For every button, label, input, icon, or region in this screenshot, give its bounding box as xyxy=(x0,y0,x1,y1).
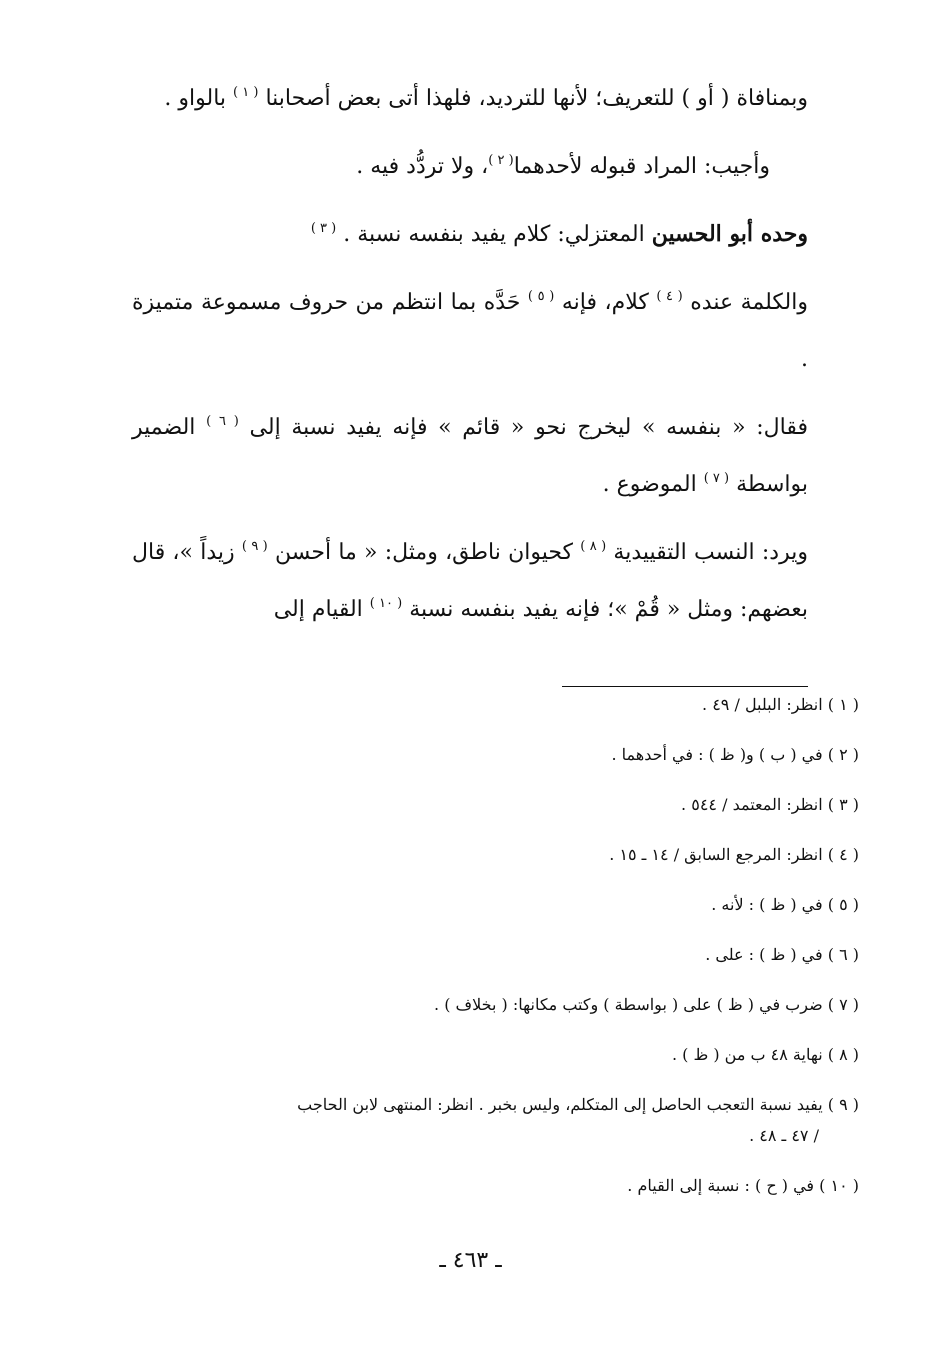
text: القيام إلى xyxy=(273,597,363,622)
footnotes xyxy=(140,692,859,1223)
text: ، ولا تردُّد فيه . xyxy=(356,154,489,179)
text: بالواو . xyxy=(164,86,227,111)
footnote-separator xyxy=(562,686,808,687)
footnote-9-continuation xyxy=(140,1123,859,1148)
text: وبمنافاة ( أو ) للتعريف؛ لأنها للترديد، فلهذا أتى بعض أصحابنا xyxy=(265,86,808,111)
footnote-1: ( ١ ) انظر: البلبل / ٤٩ . xyxy=(702,695,859,714)
text: فقال: « بنفسه » ليخرج نحو « قائم » فإنه يفيد نسبة إلى xyxy=(249,415,808,440)
text: حَدَّه بما انتظم من حروف مسموعة متميزة . xyxy=(132,290,808,372)
footnote-ref-10: ( ١٠ ) xyxy=(369,596,403,611)
text: الموضوع . xyxy=(602,472,697,497)
footnote-ref-6: ( ٦ ) xyxy=(206,414,239,429)
footnote-9-pages: / ٤٧ ـ ٤٨ . xyxy=(749,1126,819,1145)
footnote-ref-3: ( ٣ ) xyxy=(310,221,337,236)
text: كحيوان ناطق، ومثل: « ما أحسن xyxy=(275,540,574,565)
footnote-ref-9: ( ٩ ) xyxy=(241,539,268,554)
text: زيداً »، قال بعضهم: ومثل « قُمْ »؛ فإنه يفيد بنفسه نسبة xyxy=(132,540,808,622)
paragraph-5 xyxy=(132,399,808,513)
footnote-ref-4: ( ٤ ) xyxy=(656,289,683,304)
footnote-ref-2: ( ٢ ) xyxy=(488,153,514,168)
paragraph-3 xyxy=(132,206,808,263)
footnote-7: ( ٧ ) ضرب في ( ظ ) على ( بواسطة ) وكتب مكانها: ( بخلاف ) . xyxy=(434,995,859,1014)
footnote-4: ( ٤ ) انظر: المرجع السابق / ١٤ ـ ١٥ . xyxy=(609,845,859,864)
page-number: ـ ٤٦٣ ـ xyxy=(439,1248,502,1273)
footnote-ref-5: ( ٥ ) xyxy=(527,289,555,304)
footnote-10: ( ١٠ ) في ( ح ) : نسبة إلى القيام . xyxy=(627,1176,859,1195)
bold-term: وحده أبو الحسين xyxy=(651,221,808,247)
text: وأجيب: المراد قبوله لأحدهما xyxy=(513,154,770,179)
footnote-ref-1: ( ١ ) xyxy=(233,85,259,100)
main-text xyxy=(132,70,808,649)
footnote-6: ( ٦ ) في ( ظ ) : على . xyxy=(705,945,859,964)
text: والكلمة عنده xyxy=(690,290,808,315)
text: المعتزلي: كلام يفيد بنفسه نسبة . xyxy=(343,222,645,247)
footnote-ref-7: ( ٧ ) xyxy=(703,471,730,486)
footnote-3: ( ٣ ) انظر: المعتمد / ٥٤٤ . xyxy=(681,795,859,814)
paragraph-6 xyxy=(132,524,808,638)
footnote-2: ( ٢ ) في ( ب ) و( ظ ) : في أحدهما . xyxy=(611,745,859,764)
text: الضمير بواسطة xyxy=(132,415,808,497)
footnote-9-text: ( ٩ ) يفيد نسبة التعجب الحاصل إلى المتكلم، وليس بخبر . انظر: المنتهى لابن الحاجب xyxy=(297,1095,859,1114)
paragraph-1 xyxy=(132,70,808,127)
footnote-9 xyxy=(140,1092,859,1117)
text: ويرد: النسب التقييدية xyxy=(613,540,808,565)
footnote-5: ( ٥ ) في ( ظ ) : لأنه . xyxy=(711,895,859,914)
footnote-ref-8: ( ٨ ) xyxy=(580,539,607,554)
text: كلام، فإنه xyxy=(561,290,649,315)
paragraph-2 xyxy=(132,138,808,195)
paragraph-4 xyxy=(132,274,808,388)
footnote-8: ( ٨ ) نهاية ٤٨ ب من ( ظ ) . xyxy=(671,1045,859,1064)
